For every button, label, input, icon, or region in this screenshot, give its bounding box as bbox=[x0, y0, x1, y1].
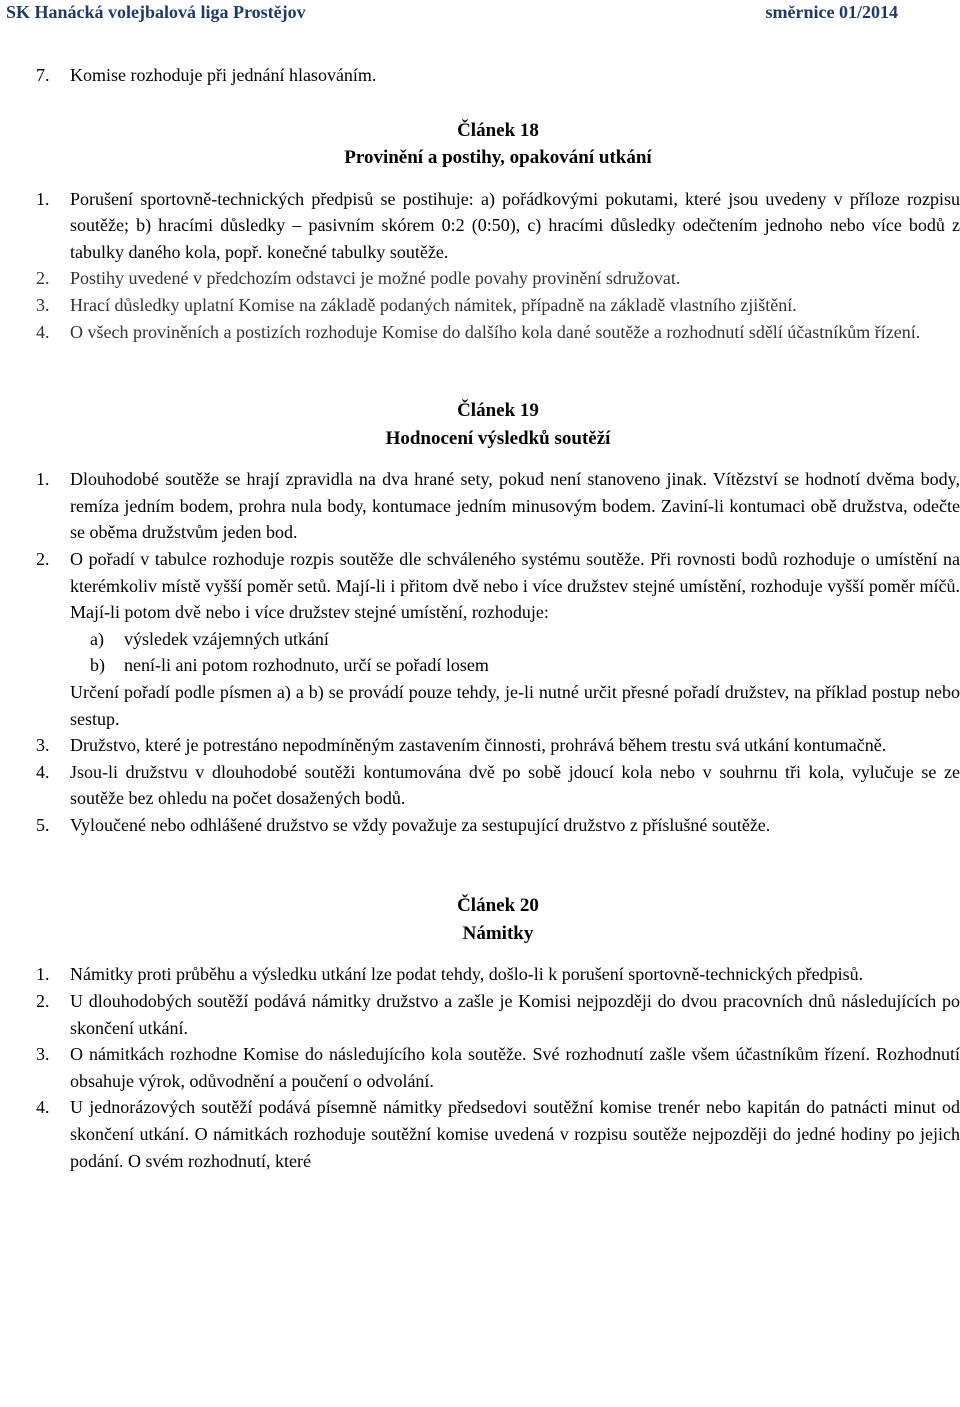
item-text: Dlouhodobé soutěže se hrají zpravidla na dva hrané sety, pokud není stanoveno jinak. Vítězství se hodnotí dvěma body, remíza jedním bodem, prohra nula body, kontumace jedním minusovým bodem. Zaviní-li kontumaci obě družstva, odečte se oběma družstvům jeden bod. bbox=[70, 469, 960, 543]
sub-item-text: není-li ani potom rozhodnuto, určí se pořadí losem bbox=[124, 655, 489, 676]
list-item bbox=[36, 988, 960, 1041]
item-text: Postihy uvedené v předchozím odstavci je možné podle povahy provinění sdružovat. bbox=[70, 268, 681, 289]
list-item bbox=[36, 186, 960, 266]
sub-item-letter: b) bbox=[90, 655, 105, 676]
list-item bbox=[36, 319, 960, 346]
article-19-heading: Článek 19 bbox=[457, 400, 539, 422]
item-text: Hrací důsledky uplatní Komise na základě podaných námitek, případně na základě vlastního zjištění. bbox=[70, 294, 797, 315]
item-number: 2. bbox=[36, 548, 50, 569]
item-number: 2. bbox=[36, 991, 50, 1012]
list-item bbox=[36, 546, 960, 732]
list-item bbox=[36, 961, 960, 988]
item-text: Jsou-li družstvu v dlouhodobé soutěži kontumována dvě po sobě jdoucí kola nebo v souhrnu tři kola, vylučuje se ze soutěže bez ohledu na počet dosažených bodů. bbox=[70, 761, 960, 809]
header-directive: směrnice 01/2014 bbox=[765, 2, 898, 22]
list-item bbox=[36, 759, 960, 812]
item-text: Porušení sportovně-technických předpisů se postihuje: a) pořádkovými pokutami, které jsou uvedeny v příloze rozpisu soutěže; b) hracími důsledky – pasivním skórem 0:2 (0:50), c) hracími důsledky odečtením jednoho nebo více bodů z tabulky daného kola, popř. konečné tabulky soutěže. bbox=[70, 188, 960, 262]
item-number: 4. bbox=[36, 1097, 50, 1118]
item-number: 3. bbox=[36, 294, 50, 315]
list-item bbox=[36, 292, 960, 319]
item-text: O námitkách rozhodne Komise do následujícího kola soutěže. Své rozhodnutí zašle všem účastníkům řízení. Rozhodnutí obsahuje výrok, odůvodnění a poučení o odvolání. bbox=[70, 1044, 960, 1091]
list-item bbox=[36, 265, 960, 292]
sub-item bbox=[70, 652, 960, 679]
document-body bbox=[36, 62, 960, 1174]
item-text: U dlouhodobých soutěží podává námitky družstvo a zašle je Komisi nejpozději do dvou pracovních dnů následujících po skončení utkání. bbox=[70, 991, 960, 1038]
article-19-title: Hodnocení výsledků soutěží bbox=[385, 427, 611, 449]
item-text: U jednorázových soutěží podává písemně námitky předsedovi soutěžní komise trenér nebo kapitán do patnácti minut od skončení utkání. O námitkách rozhoduje soutěžní komise uvedená v rozpisu soutěže nejpozději do jedné hodiny po jejich podání. O svém rozhodnutí, které bbox=[70, 1097, 960, 1171]
article-20-title: Námitky bbox=[462, 922, 534, 944]
sub-item-letter: a) bbox=[90, 628, 104, 649]
item-text: Družstvo, které je potrestáno nepodmíněným zastavením činnosti, prohrává během trestu svá utkání kontumačně. bbox=[70, 735, 887, 756]
item-number: 1. bbox=[36, 188, 50, 209]
item-number: 7. bbox=[36, 65, 50, 85]
list-item bbox=[36, 62, 960, 89]
item-text: Vyloučené nebo odhlášené družstvo se vždy považuje za sestupující družstvo z příslušné soutěže. bbox=[70, 814, 771, 835]
item-number: 5. bbox=[36, 814, 50, 835]
page-header bbox=[0, 0, 960, 26]
item-number: 4. bbox=[36, 321, 50, 342]
list-item bbox=[36, 466, 960, 546]
item-text: Komise rozhoduje při jednání hlasováním. bbox=[70, 65, 377, 85]
item-text: O pořadí v tabulce rozhoduje rozpis soutěže dle schváleného systému soutěže. Při rovnosti bodů rozhoduje o umístění na kterémkoliv místě vyšší poměr setů. Mají-li i přitom dvě nebo i více družstev stejné umístění, rozhoduje vyšší poměr míčů. Mají-li potom dvě nebo i více družstev stejné umístění, rozhoduje: bbox=[70, 548, 960, 623]
sub-item-text: výsledek vzájemných utkání bbox=[124, 628, 329, 649]
sub-item bbox=[70, 626, 960, 653]
item-number: 3. bbox=[36, 1044, 50, 1065]
list-item bbox=[36, 732, 960, 759]
article-18-title: Provinění a postihy, opakování utkání bbox=[344, 147, 652, 169]
item-continuation: Určení pořadí podle písmen a) a b) se provádí pouze tehdy, je-li nutné určit přesné pořadí družstev, na příklad postup nebo sestup. bbox=[70, 681, 960, 729]
list-item bbox=[36, 812, 960, 839]
item-number: 1. bbox=[36, 469, 50, 490]
header-organization: SK Hanácká volejbalová liga Prostějov bbox=[6, 2, 306, 22]
item-number: 4. bbox=[36, 761, 50, 782]
list-item bbox=[36, 1041, 960, 1094]
item-number: 3. bbox=[36, 735, 50, 756]
article-20-heading: Článek 20 bbox=[457, 895, 539, 917]
item-number: 2. bbox=[36, 268, 50, 289]
list-item bbox=[36, 1094, 960, 1174]
article-18-heading: Článek 18 bbox=[457, 119, 539, 141]
item-text: Námitky proti průběhu a výsledku utkání lze podat tehdy, došlo-li k porušení sportovně-technických předpisů. bbox=[70, 964, 864, 985]
item-number: 1. bbox=[36, 964, 50, 985]
item-text: O všech proviněních a postizích rozhoduje Komise do dalšího kola dané soutěže a rozhodnutí sdělí účastníkům řízení. bbox=[70, 321, 921, 342]
